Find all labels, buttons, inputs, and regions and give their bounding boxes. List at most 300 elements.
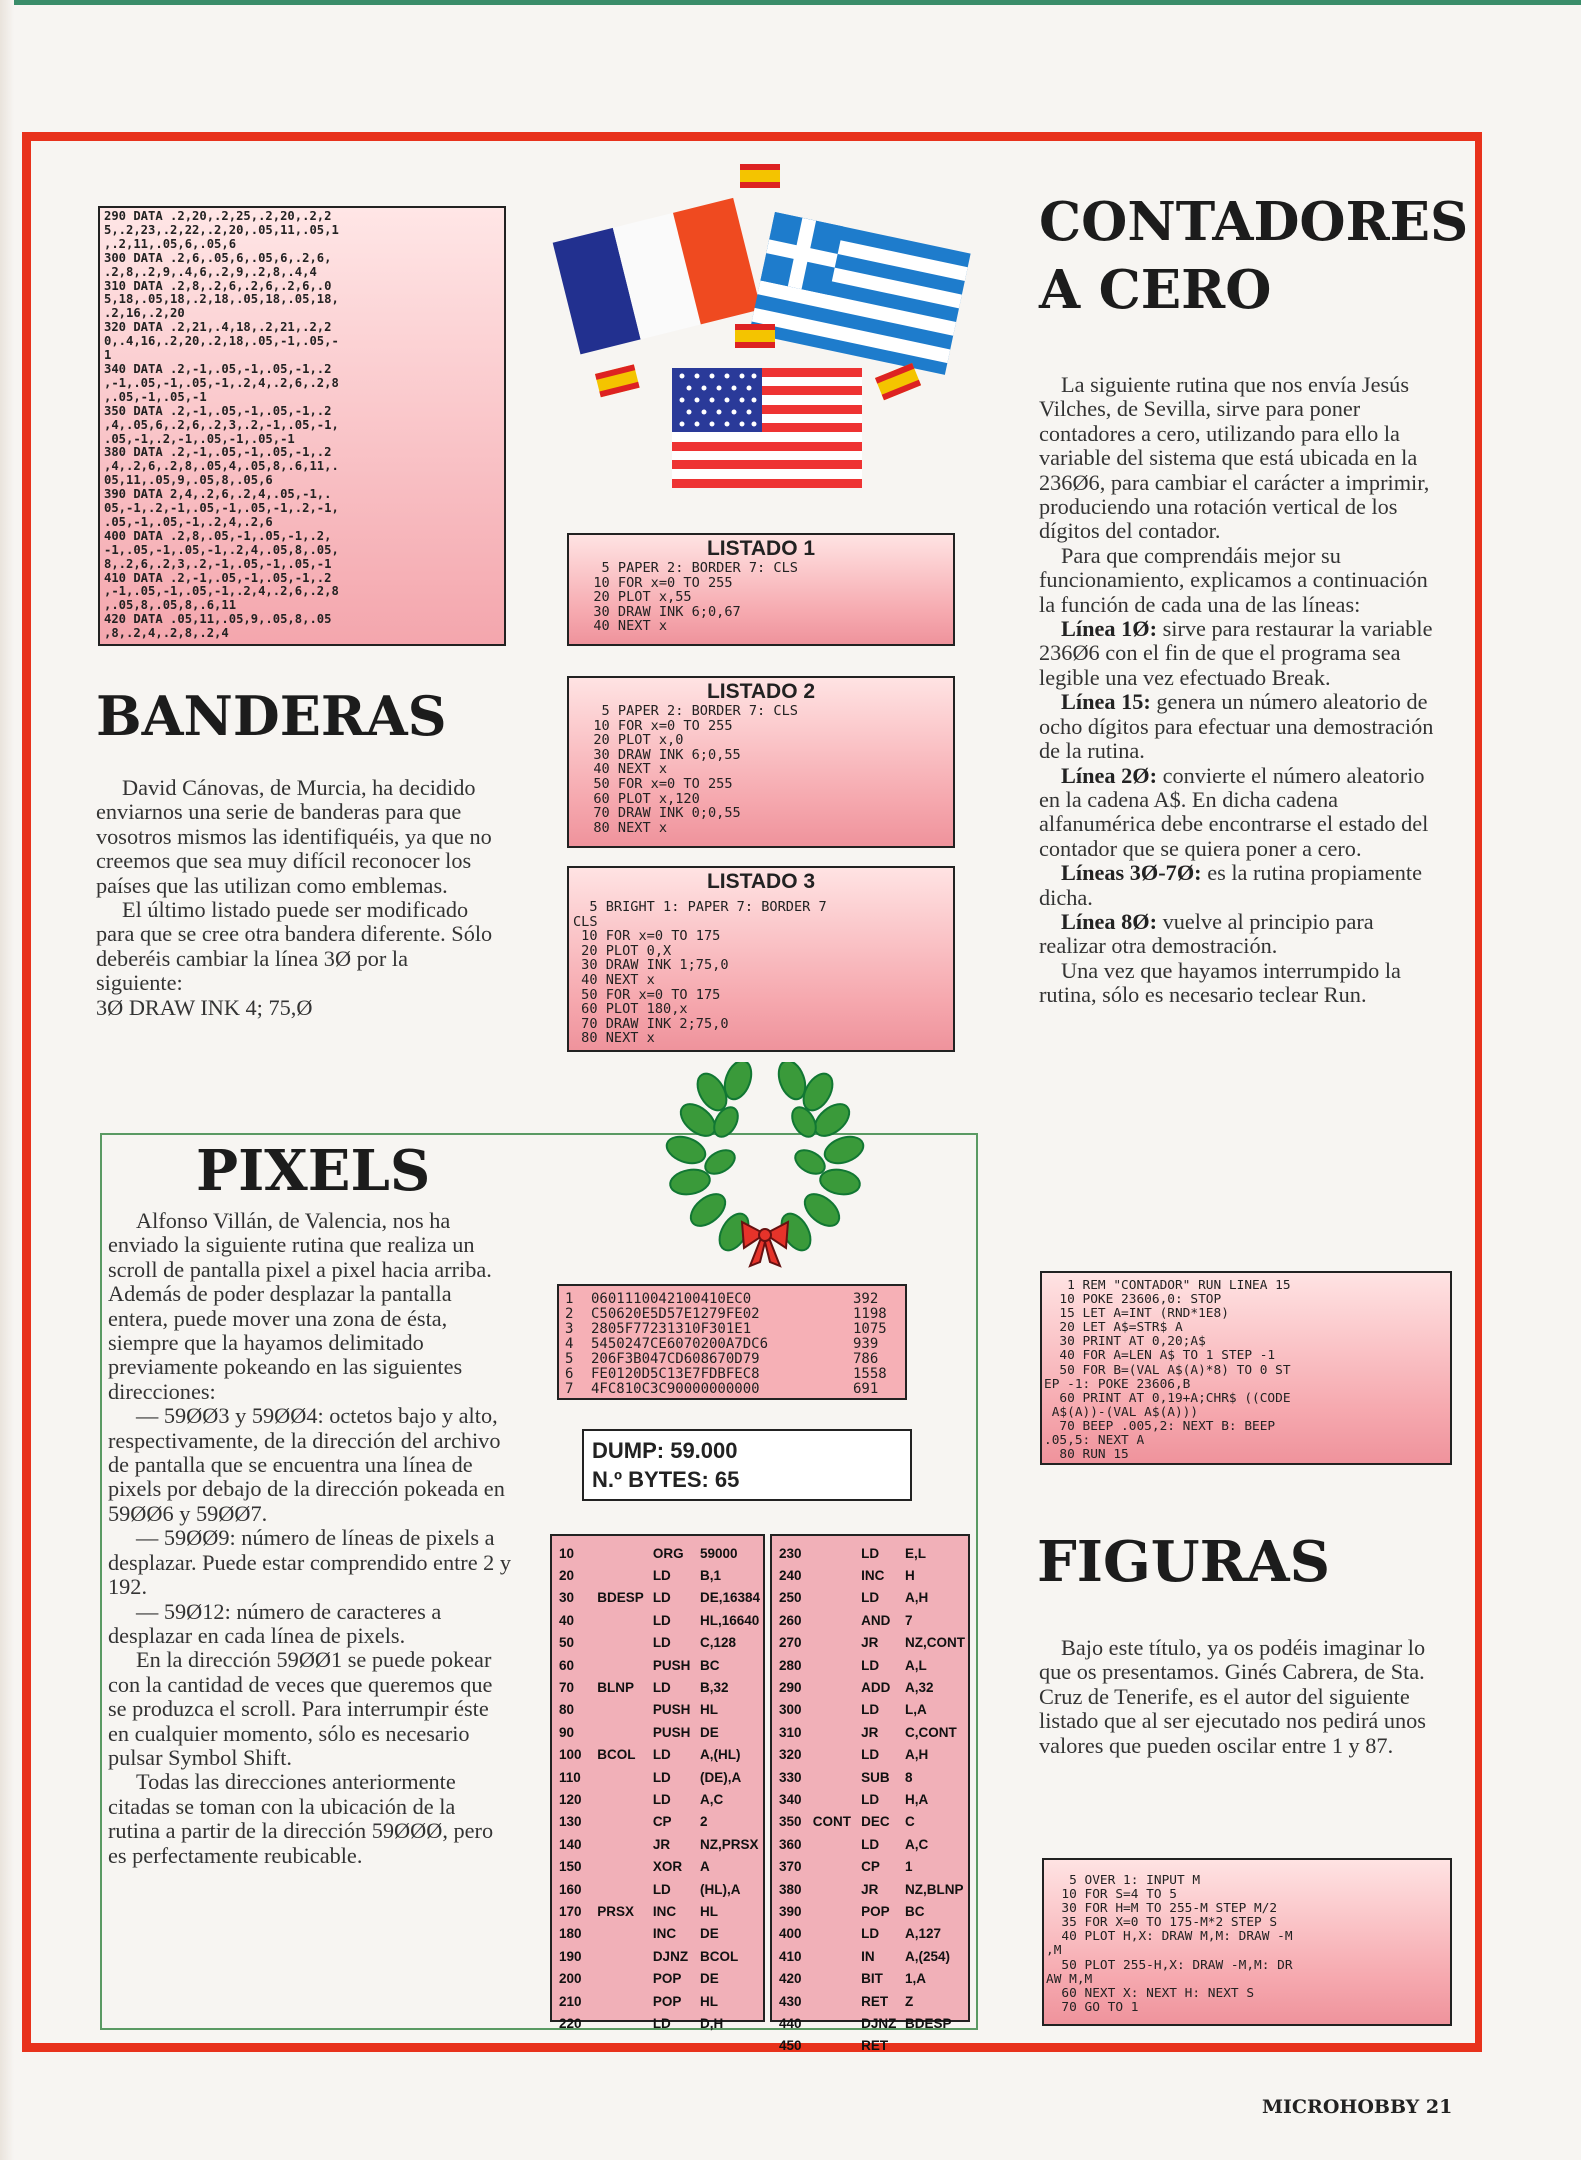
asm-operand: H,A	[905, 1791, 929, 1807]
asm-label	[594, 1609, 650, 1631]
france-flag	[553, 198, 761, 355]
line-note-label: Línea 15:	[1061, 689, 1151, 715]
asm-line-number: 80	[559, 1702, 575, 1718]
asm-row	[776, 1632, 968, 1654]
asm-row	[556, 1811, 763, 1833]
hex-row-checksum: 786	[853, 1351, 879, 1367]
asm-label	[594, 1542, 650, 1564]
asm-operand: HL	[699, 1702, 718, 1718]
hex-dump-rows	[565, 1292, 901, 1397]
asm-operand: 1	[905, 1859, 913, 1875]
asm-row	[776, 1766, 968, 1788]
contadores-intro-2: Para que comprendáis mejor su funcionamiento, explicamos a continuación la función de cada una de las líneas:	[1039, 542, 1428, 617]
asm-operand: E,L	[905, 1545, 927, 1561]
contador-listing-code: 1 REM "CONTADOR" RUN LINEA 15 10 POKE 23606,0: STOP 15 LET A=INT (RND*1E8) 20 LET A$=STR$ A 30 PRINT AT 0,20;A$ 40 FOR A=LEN A$ TO 1 STEP -1 50 FOR B=(VAL A$(A)*8) TO 0 ST EP -1: POKE 23606,B 60 PRINT AT 0,19+A;CHR$ ((CODE A$(A))-(VAL A$(A))) 70 BEEP .005,2: NEXT B: BEEP .05,5: NEXT A 80 RUN 15	[1044, 1278, 1291, 1463]
banderas-title: BANDERAS	[96, 684, 447, 748]
contadores-line-note	[1039, 910, 1443, 959]
asm-line-number: 20	[559, 1568, 575, 1584]
asm-row	[556, 1654, 763, 1676]
asm-row	[776, 1699, 968, 1721]
banderas-paragraph-3: 3Ø DRAW INK 4; 75,Ø	[96, 994, 313, 1020]
hex-row-bytes: 5450247CE6070200A7DC6	[591, 1336, 769, 1352]
asm-label	[594, 2012, 650, 2034]
asm-operand: DE,16384	[699, 1590, 760, 1606]
asm-label	[810, 1542, 858, 1564]
asm-line-number: 450	[779, 2038, 802, 2054]
line-note-text: es la rutina propiamente dicha.	[1039, 860, 1423, 910]
asm-line-number: 70	[559, 1680, 575, 1696]
contadores-line-note	[1039, 690, 1443, 763]
asm-line-number: 100	[559, 1747, 582, 1763]
asm-line-number: 280	[779, 1657, 802, 1673]
asm-mnemonic: INC	[652, 1903, 677, 1919]
line-note-text: convierte el número aleatorio en la cadena A$. En dicha cadena alfanumérica debe encontrarse el estado del contador que se quiera poner a cero.	[1039, 762, 1429, 861]
asm-line-number: 370	[779, 1859, 802, 1875]
asm-mnemonic: LD	[652, 2015, 671, 2031]
asm-operand: BCOL	[699, 1948, 739, 1964]
asm-label	[810, 2035, 858, 2057]
hex-row-bytes: C50620E5D57E1279FE02	[591, 1306, 760, 1322]
asm-mnemonic: IN	[861, 1948, 875, 1964]
asm-label	[594, 1855, 650, 1877]
dump-bytes: N.º BYTES: 65	[592, 1467, 740, 1492]
laurel-wreath-illustration	[650, 1062, 880, 1272]
hex-dump-listing	[557, 1284, 907, 1400]
asm-label	[810, 1833, 858, 1855]
asm-row	[556, 1744, 763, 1766]
asm-line-number: 40	[559, 1612, 575, 1628]
asm-row	[776, 1967, 968, 1989]
asm-label	[594, 1967, 650, 1989]
asm-label	[810, 1676, 858, 1698]
asm-line-number: 270	[779, 1635, 802, 1651]
asm-operand: C,128	[699, 1635, 736, 1651]
contadores-title	[1039, 188, 1468, 324]
asm-operand: B,32	[699, 1680, 729, 1696]
asm-operand: NZ,PRSX	[699, 1836, 759, 1852]
asm-mnemonic: LD	[652, 1680, 671, 1696]
contadores-line-notes	[1039, 617, 1443, 959]
asm-mnemonic: JR	[652, 1836, 671, 1852]
asm-mnemonic: INC	[861, 1568, 885, 1584]
asm-row	[776, 1900, 968, 1922]
asm-line-number: 380	[779, 1881, 802, 1897]
flags-illustration	[535, 150, 995, 500]
asm-mnemonic: LD	[861, 1791, 880, 1807]
hex-dump-row	[565, 1382, 901, 1397]
asm-label	[810, 1744, 858, 1766]
asm-operand: HL,16640	[699, 1612, 760, 1628]
asm-operand: DE	[699, 1926, 719, 1942]
asm-mnemonic: LD	[861, 1747, 880, 1763]
banderas-paragraph-1: David Cánovas, de Murcia, ha decidido enviarnos una serie de banderas para que vosotros mismos las identifiquéis, ya que no creemos que sea muy difícil reconocer los países que las utilizan como emblemas.	[96, 775, 492, 898]
asm-mnemonic: LD	[861, 1702, 880, 1718]
listado-1-code: 5 PAPER 2: BORDER 7: CLS 10 FOR x=0 TO 255 20 PLOT x,55 30 DRAW INK 6;0,67 40 NEXT x	[593, 560, 798, 635]
asm-label	[810, 2012, 858, 2034]
line-note-label: Líneas 3Ø-7Ø:	[1061, 860, 1202, 886]
asm-operand: NZ,CONT	[905, 1635, 965, 1651]
dump-info-box	[582, 1429, 912, 1501]
asm-line-number: 230	[779, 1545, 802, 1561]
asm-label	[594, 1654, 650, 1676]
asm-row	[776, 1878, 968, 1900]
asm-line-number: 160	[559, 1881, 582, 1897]
listado-2-title: LISTADO 2	[706, 680, 816, 703]
spain-flag-small-1	[740, 164, 780, 188]
asm-row	[776, 1609, 968, 1631]
asm-label	[594, 1990, 650, 2012]
asm-label: BLNP	[597, 1680, 634, 1696]
asm-operand: A,L	[905, 1657, 927, 1673]
dump-address: DUMP: 59.000	[592, 1438, 738, 1463]
asm-mnemonic: RET	[861, 2038, 889, 2054]
asm-operand: NZ,BLNP	[905, 1881, 964, 1897]
asm-label	[594, 1721, 650, 1743]
asm-operand: A,127	[905, 1926, 942, 1942]
asm-line-number: 420	[779, 1971, 802, 1987]
asm-mnemonic: LD	[861, 1836, 880, 1852]
asm-line-number: 310	[779, 1724, 802, 1740]
asm-row	[556, 1855, 763, 1877]
asm-row	[556, 1990, 763, 2012]
hex-dump-row	[565, 1292, 901, 1307]
asm-mnemonic: LD	[652, 1769, 671, 1785]
spain-flag-small-4	[875, 363, 921, 400]
hex-row-number: 3	[565, 1321, 574, 1337]
asm-mnemonic: POP	[652, 1993, 682, 2009]
asm-row	[776, 1833, 968, 1855]
asm-row	[776, 1676, 968, 1698]
asm-label: PRSX	[597, 1903, 635, 1919]
asm-label	[810, 1900, 858, 1922]
pixels-text	[108, 1209, 512, 1868]
listado-2	[567, 676, 955, 848]
hex-row-bytes: FE0120D5C13E7FDBFEC8	[591, 1366, 760, 1382]
hex-dump-row	[565, 1352, 901, 1367]
asm-mnemonic: LD	[861, 1545, 880, 1561]
asm-row	[776, 1721, 968, 1743]
hex-row-bytes: 2805F77231310F301E1	[591, 1321, 752, 1337]
asm-label	[594, 1699, 650, 1721]
asm-row	[556, 1609, 763, 1631]
asm-label	[810, 1923, 858, 1945]
figuras-text	[1039, 1636, 1443, 1758]
asm-row	[556, 2012, 763, 2034]
asm-operand: BC	[699, 1657, 720, 1673]
asm-row	[776, 1542, 968, 1564]
asm-row	[776, 2035, 968, 2057]
asm-operand: C,CONT	[905, 1724, 957, 1740]
asm-mnemonic: LD	[652, 1791, 671, 1807]
hex-row-checksum: 392	[853, 1291, 879, 1307]
hex-row-checksum: 691	[853, 1381, 879, 1397]
asm-mnemonic: LD	[652, 1568, 671, 1584]
asm-operand: H	[905, 1568, 915, 1584]
pixels-paragraph-5: En la dirección 59ØØ1 se puede pokear con la cantidad de veces que queremos que se produzca el scroll. Para interrumpir éste en cualquier momento, sólo es necesario pulsar Symbol Shift.	[108, 1647, 493, 1770]
asm-mnemonic: DJNZ	[861, 2015, 897, 2031]
asm-line-number: 150	[559, 1859, 582, 1875]
hex-row-bytes: 0601110042100410EC0	[591, 1291, 752, 1307]
listado-3-code: 5 BRIGHT 1: PAPER 7: BORDER 7 CLS 10 FOR x=0 TO 175 20 PLOT 0,X 30 DRAW INK 1;75,0 40 NEXT x 50 FOR x=0 TO 175 60 PLOT 180,x 70 DRAW INK 2;75,0 80 NEXT x	[573, 899, 827, 1047]
asm-operand: Z	[905, 1993, 914, 2009]
asm-label	[810, 1632, 858, 1654]
asm-mnemonic: JR	[861, 1635, 879, 1651]
asm-label	[594, 1923, 650, 1945]
asm-label	[810, 1654, 858, 1676]
contadores-outro: Una vez que hayamos interrumpido la rutina, sólo es necesario teclear Run.	[1039, 957, 1401, 1008]
asm-operand: (HL),A	[699, 1881, 741, 1897]
asm-label	[810, 1564, 858, 1586]
asm-row	[776, 1855, 968, 1877]
asm-operand: 1,A	[905, 1971, 927, 1987]
asm-row	[556, 1676, 763, 1698]
asm-operand: A,(HL)	[699, 1747, 741, 1763]
asm-line-number: 360	[779, 1836, 802, 1852]
usa-flag	[672, 368, 862, 488]
contadores-line-note	[1039, 764, 1443, 862]
figuras-title: FIGURAS	[1037, 1529, 1331, 1595]
page-gutter	[0, 0, 14, 2160]
pixels-title: PIXELS	[196, 1138, 431, 1204]
asm-label	[594, 1766, 650, 1788]
asm-line-number: 200	[559, 1971, 582, 1987]
asm-operand: BC	[905, 1903, 925, 1919]
hex-dump-row	[565, 1367, 901, 1382]
hex-row-number: 2	[565, 1306, 574, 1322]
asm-line-number: 220	[559, 2015, 582, 2031]
asm-operand: DE	[699, 1724, 719, 1740]
hex-dump-row	[565, 1337, 901, 1352]
asm-operand: 7	[905, 1612, 913, 1628]
data-listing-code: 290 DATA .2,20,.2,25,.2,20,.2,2 5,.2,23,.2,22,.2,20,.05,11,.05,1 ,.2,11,.05,6,.05,6 300 DATA .2,6,.05,6,.05,6,.2,6, .2,8,.2,9,.4,6,.2,9,.2,8,.4,4 310 DATA .2,8,.2,6,.2,6,.2,6,.0 5,18,.05,18,.2,18,.05,18,.05,18, .2,16,.2,20 320 DATA .2,21,.4,18,.2,21,.2,2 0,.4,16,.2,20,.2,18,.05,-1,.05,- 1 340 DATA .2,-1,.05,-1,.05,-1,.2 ,-1,.05,-1,.05,-1,.2,4,.2,6,.2,8 ,.05,-1,.05,-1 350 DATA .2,-1,.05,-1,.05,-1,.2 ,4,.05,6,.2,6,.2,3,.2,-1,.05,-1, .05,-1,.2,-1,.05,-1,.05,-1 380 DATA .2,-1,.05,-1,.05,-1,.2 ,4,.2,6,.2,8,.05,4,.05,8,.6,11,. 05,11,.05,9,.05,8,.05,6 390 DATA 2,4,.2,6,.2,4,.05,-1,. 05,-1,.2,-1,.05,-1,.05,-1,.2,-1, .05,-1,.05,-1,.2,4,.2,6 400 DATA .2,8,.05,-1,.05,-1,.2, -1,.05,-1,.05,-1,.2,4,.05,8,.05, 8,.2,6,.2,3,.2,-1,.05,-1,.05,-1 410 DATA .2,-1,.05,-1,.05,-1,.2 ,-1,.05,-1,.05,-1,.2,4,.2,6,.2,8 ,.05,8,.05,8,.6,11 420 DATA .05,11,.05,9,.05,8,.05 ,8,.2,4,.2,8,.2,4	[104, 209, 339, 641]
asm-operand: B,1	[699, 1568, 721, 1584]
asm-line-number: 120	[559, 1791, 582, 1807]
asm-line-number: 50	[559, 1635, 575, 1651]
data-listing	[98, 206, 506, 646]
hex-row-checksum: 1075	[853, 1321, 887, 1337]
asm-label	[810, 1587, 858, 1609]
hex-row-checksum: 1198	[853, 1306, 887, 1322]
spain-flag-small-2	[735, 324, 775, 348]
asm-line-number: 330	[779, 1769, 802, 1785]
pixels-paragraph-4: — 59Ø12: número de caracteres a desplazar en cada línea de pixels.	[108, 1598, 442, 1648]
hex-row-number: 1	[565, 1291, 574, 1307]
line-note-label: Línea 8Ø:	[1061, 908, 1158, 934]
asm-line-number: 290	[779, 1680, 802, 1696]
pixels-paragraph-3: — 59ØØ9: número de líneas de pixels a desplazar. Puede estar comprendido entre 2 y 192.	[108, 1525, 512, 1600]
asm-line-number: 390	[779, 1903, 802, 1919]
asm-line-number: 90	[559, 1724, 575, 1740]
asm-row	[776, 1587, 968, 1609]
asm-mnemonic: DEC	[861, 1814, 890, 1830]
asm-operand: HL	[699, 1903, 718, 1919]
asm-mnemonic: INC	[652, 1926, 677, 1942]
asm-operand: A,(254)	[905, 1948, 951, 1964]
contadores-line-note	[1039, 861, 1443, 910]
listado-2-code: 5 PAPER 2: BORDER 7: CLS 10 FOR x=0 TO 255 20 PLOT x,0 30 DRAW INK 6;0,55 40 NEXT x 50 FOR x=0 TO 255 60 PLOT x,120 70 DRAW INK 0;0,55 80 NEXT x	[593, 703, 798, 836]
asm-line-number: 410	[779, 1948, 802, 1964]
asm-mnemonic: LD	[652, 1612, 671, 1628]
asm-mnemonic: POP	[652, 1971, 682, 1987]
asm-label	[810, 1699, 858, 1721]
asm-mnemonic: POP	[861, 1903, 890, 1919]
asm-operand: D,H	[699, 2015, 724, 2031]
asm-operand: DE	[699, 1971, 719, 1987]
asm-row	[776, 1654, 968, 1676]
asm-mnemonic: AND	[861, 1612, 891, 1628]
listado-3-title: LISTADO 3	[706, 870, 816, 893]
asm-label: BCOL	[597, 1747, 636, 1763]
figuras-listing	[1042, 1858, 1452, 2026]
hex-row-number: 4	[565, 1336, 574, 1352]
hex-row-number: 5	[565, 1351, 574, 1367]
asm-mnemonic: CP	[861, 1859, 880, 1875]
asm-label	[810, 1788, 858, 1810]
asm-mnemonic: LD	[652, 1747, 671, 1763]
listado-1-title: LISTADO 1	[706, 537, 816, 560]
asm-label	[810, 1721, 858, 1743]
asm-operand: A,32	[905, 1680, 934, 1696]
asm-row	[556, 1833, 763, 1855]
contadores-text	[1039, 373, 1443, 1008]
asm-row	[556, 1766, 763, 1788]
asm-label	[594, 1632, 650, 1654]
asm-line-number: 300	[779, 1702, 802, 1718]
asm-line-number: 260	[779, 1612, 802, 1628]
contadores-title-line-2: A CERO	[1039, 259, 1272, 321]
ribbon-bow	[742, 1222, 788, 1266]
asm-row	[556, 1699, 763, 1721]
asm-row	[556, 1900, 763, 1922]
asm-label	[594, 1833, 650, 1855]
asm-line-number: 350	[779, 1814, 802, 1830]
asm-operand: 2	[699, 1814, 708, 1830]
page-footer: MICROHOBBY 21	[1262, 2096, 1453, 2118]
asm-line-number: 250	[779, 1590, 802, 1606]
hex-row-bytes: 206F3B047CD608670D79	[591, 1351, 760, 1367]
asm-mnemonic: BIT	[861, 1971, 883, 1987]
pixels-paragraph-2: — 59ØØ3 y 59ØØ4: octetos bajo y alto, respectivamente, de la dirección del archivo de pantalla que se encuentra una línea de pixels por debajo de la dirección pokeada en 59ØØ6 y 59ØØ7.	[108, 1403, 505, 1526]
asm-line-number: 340	[779, 1791, 802, 1807]
asm-mnemonic: PUSH	[652, 1702, 691, 1718]
asm-row	[556, 1967, 763, 1989]
listado-1	[567, 533, 955, 646]
asm-label	[594, 1945, 650, 1967]
contadores-intro-1: La siguiente rutina que nos envía Jesús Vilches, de Sevilla, sirve para poner contadores a cero, utilizando para ello la variable del sistema que está ubicada en la 236Ø6, para cambiar el carácter a imprimir, produciendo una rotación vertical de los dígitos del contador.	[1039, 372, 1430, 544]
asm-operand: C	[905, 1814, 915, 1830]
asm-operand: A,H	[905, 1747, 929, 1763]
line-note-text: vuelve al principio para realizar otra demostración.	[1039, 908, 1374, 959]
asm-label	[810, 1878, 858, 1900]
asm-mnemonic: LD	[861, 1657, 880, 1673]
contadores-line-note	[1039, 617, 1443, 690]
asm-mnemonic: JR	[861, 1724, 879, 1740]
asm-line-number: 110	[559, 1769, 581, 1785]
asm-row	[776, 1990, 968, 2012]
asm-label	[594, 1564, 650, 1586]
asm-operand	[902, 2035, 968, 2057]
asm-row	[556, 1878, 763, 1900]
contador-listing	[1040, 1271, 1452, 1465]
asm-line-number: 30	[559, 1590, 575, 1606]
asm-operand: HL	[699, 1993, 718, 2009]
assembler-listing-right	[770, 1534, 970, 2054]
asm-line-number: 180	[559, 1926, 582, 1942]
asm-row	[556, 1542, 763, 1564]
line-note-text: sirve para restaurar la variable 236Ø6 con el fin de que el programa sea legible una vez efectuado Break.	[1039, 616, 1433, 690]
asm-label	[594, 1788, 650, 1810]
hex-row-number: 7	[565, 1381, 574, 1397]
asm-operand: BDESP	[905, 2015, 952, 2031]
asm-line-number: 320	[779, 1747, 802, 1763]
figuras-listing-code: 5 OVER 1: INPUT M 10 FOR S=4 TO 5 30 FOR H=M TO 255-M STEP M/2 35 FOR X=0 TO 175-M*2 STEP S 40 PLOT H,X: DRAW M,M: DRAW -M ,M 50 PLOT 255-H,X: DRAW -M,M: DR AW M,M 60 NEXT X: NEXT H: NEXT S 70 GO TO 1	[1046, 1873, 1293, 2015]
asm-mnemonic: PUSH	[652, 1657, 691, 1673]
asm-line-number: 190	[559, 1948, 582, 1964]
asm-mnemonic: CP	[652, 1814, 672, 1830]
asm-line-number: 210	[559, 1993, 582, 2009]
asm-operand: 8	[905, 1769, 913, 1785]
asm-label	[594, 1811, 650, 1833]
asm-row	[556, 1564, 763, 1586]
asm-mnemonic: LD	[652, 1881, 671, 1897]
asm-operand: 59000	[699, 1545, 738, 1561]
asm-row	[556, 1587, 763, 1609]
asm-row	[556, 1632, 763, 1654]
asm-line-number: 130	[559, 1814, 582, 1830]
asm-mnemonic: SUB	[861, 1769, 890, 1785]
asm-row	[556, 1721, 763, 1743]
pixels-paragraph-1: Alfonso Villán, de Valencia, nos ha enviado la siguiente rutina que realiza un scroll de pantalla pixel a pixel hacia arriba. Además de poder desplazar la pantalla entera, puede mover una zona de ésta, siempre que la hayamos delimitado previamente pokeando en las siguientes direcciones:	[108, 1208, 492, 1404]
hex-dump-row	[565, 1322, 901, 1337]
asm-mnemonic: LD	[652, 1635, 671, 1651]
asm-line-number: 440	[779, 2015, 802, 2031]
assembler-listing-left	[550, 1534, 765, 2031]
asm-label	[810, 1855, 858, 1877]
assembler-table-right	[776, 1542, 968, 2057]
spain-flag-small-3	[595, 364, 640, 397]
listado-3	[567, 866, 955, 1052]
asm-label: BDESP	[597, 1590, 644, 1606]
greece-flag	[749, 212, 970, 375]
asm-row	[776, 1945, 968, 1967]
asm-line-number: 60	[559, 1657, 575, 1673]
asm-label	[810, 1609, 858, 1631]
asm-row	[776, 1564, 968, 1586]
asm-line-number: 10	[559, 1545, 575, 1561]
asm-mnemonic: RET	[861, 1993, 889, 2009]
asm-label	[810, 1945, 858, 1967]
asm-line-number: 430	[779, 1993, 802, 2009]
line-note-label: Línea 2Ø:	[1061, 762, 1158, 788]
asm-row	[556, 1788, 763, 1810]
asm-mnemonic: DJNZ	[652, 1948, 689, 1964]
asm-line-number: 240	[779, 1568, 802, 1584]
asm-mnemonic: XOR	[652, 1859, 683, 1875]
asm-label	[594, 1878, 650, 1900]
pixels-paragraph-6: Todas las direcciones anteriormente citadas se toman con la ubicación de la rutina a partir de la dirección 59ØØØ, pero es perfectamente reubicable.	[108, 1769, 494, 1868]
asm-operand: L,A	[905, 1702, 927, 1718]
asm-label	[810, 1766, 858, 1788]
figuras-paragraph-1: Bajo este título, ya os podéis imaginar lo que os presentamos. Ginés Cabrera, de Sta. Cruz de Tenerife, es el autor del siguiente listado que al ser ejecutado nos pedirá unos valores que pueden oscilar entre 1 y 87.	[1039, 1635, 1426, 1758]
top-rule	[0, 0, 1581, 5]
assembler-table-left	[556, 1542, 763, 2035]
asm-line-number: 400	[779, 1926, 802, 1942]
contadores-title-line-1: CONTADORES	[1039, 191, 1469, 253]
asm-row	[776, 1923, 968, 1945]
asm-line-number: 140	[559, 1836, 582, 1852]
asm-label	[810, 1967, 858, 1989]
asm-row	[776, 1788, 968, 1810]
